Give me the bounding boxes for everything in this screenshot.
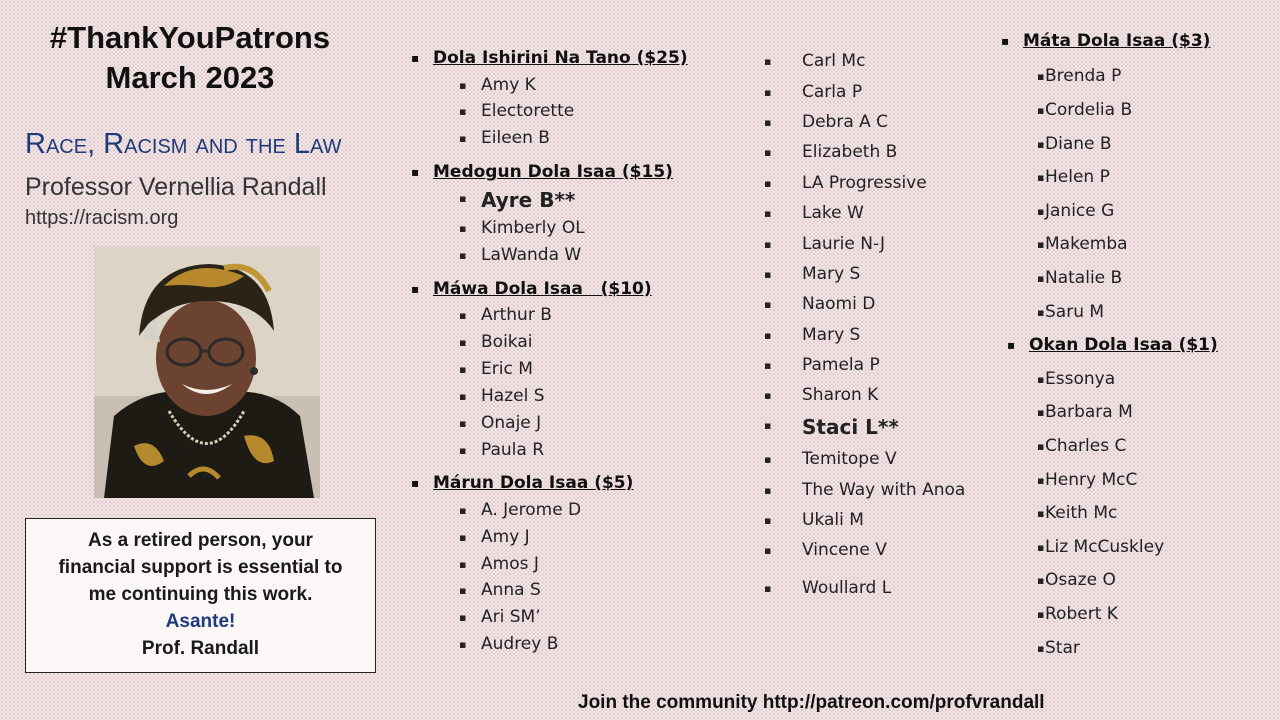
patron-name: ▪ Amy K [481, 75, 536, 95]
professor-name: Professor Vernellia Randall [25, 173, 327, 201]
patron-name: ▪ Brenda P [1045, 66, 1121, 86]
patron-name: ▪ Carl Mc [802, 51, 865, 71]
patron-name: ▪ Mary S [802, 325, 860, 345]
patron-name: ▪ Makemba [1045, 234, 1128, 254]
tier-15-heading: ▪ Medogun Dola Isaa ($15) [433, 162, 673, 182]
patron-name: ▪ Natalie B [1045, 268, 1122, 288]
patron-name: ▪ Osaze O [1045, 570, 1116, 590]
patron-name: ▪ Boikai [481, 332, 532, 352]
patron-name: ▪ Debra A C [802, 112, 888, 132]
patron-name: ▪ Ari SM’ [481, 607, 541, 627]
patron-name: ▪ Pamela P [802, 355, 880, 375]
patron-name: ▪ Paula R [481, 440, 544, 460]
patron-name: ▪ Saru M [1045, 302, 1104, 322]
tier-5-heading: ▪ Márun Dola Isaa ($5) [433, 473, 633, 493]
patron-name: ▪ Cordelia B [1045, 100, 1132, 120]
patron-name: ▪ Eric M [481, 359, 533, 379]
patron-name: ▪ Henry McC [1045, 470, 1137, 490]
patron-name: ▪ LaWanda W [481, 245, 581, 265]
message-line-3: me continuing this work. [88, 584, 313, 605]
professor-photo [94, 246, 320, 498]
patron-name: ▪ Sharon K [802, 385, 878, 405]
patron-name: ▪ Charles C [1045, 436, 1126, 456]
patron-name: ▪ Onaje J [481, 413, 541, 433]
patron-name: ▪ Arthur B [481, 305, 552, 325]
tier-1-heading: ▪ Okan Dola Isaa ($1) [1029, 335, 1218, 355]
patron-name: ▪ Amos J [481, 554, 539, 574]
patron-name: ▪ Robert K [1045, 604, 1118, 624]
patron-name: ▪ Amy J [481, 527, 530, 547]
tier-10-heading: ▪ Máwa Dola Isaa ($10) [433, 279, 652, 299]
patron-name: ▪ Essonya [1045, 369, 1115, 389]
patron-name: ▪ Anna S [481, 580, 541, 600]
tier-3-heading: ▪ Máta Dola Isaa ($3) [1023, 31, 1210, 51]
patron-name: ▪ Hazel S [481, 386, 545, 406]
patron-name: ▪ Janice G [1045, 201, 1114, 221]
patron-name: ▪ Ayre B** [481, 188, 575, 212]
patron-name: ▪ LA Progressive [802, 173, 927, 193]
patron-name: ▪ Staci L** [802, 415, 899, 439]
month-title: March 2023 [105, 60, 275, 95]
message-line-1: As a retired person, your [88, 530, 313, 551]
website-url[interactable]: https://racism.org [25, 207, 179, 229]
patron-name: ▪ Audrey B [481, 634, 558, 654]
course-title: Race, Racism and the Law [25, 128, 342, 160]
patron-name: ▪ Carla P [802, 82, 862, 102]
patron-name: ▪ Liz McCuskley [1045, 537, 1164, 557]
patron-name: ▪ Temitope V [802, 449, 897, 469]
message-line-2: financial support is essential to [58, 557, 343, 578]
footer-join-link[interactable]: Join the community http://patreon.com/profvrandall [578, 692, 1045, 713]
patron-name: ▪ Ukali M [802, 510, 864, 530]
patron-name: ▪ Barbara M [1045, 402, 1133, 422]
patron-name: ▪ The Way with Anoa [802, 480, 965, 500]
portrait-image [94, 246, 320, 498]
patron-name: ▪ Keith Mc [1045, 503, 1117, 523]
patron-name: ▪ Vincene V [802, 540, 887, 560]
patron-name: ▪ Lake W [802, 203, 864, 223]
patron-name: ▪ Electorette [481, 101, 574, 121]
patron-name: ▪ Woullard L [802, 578, 891, 598]
patron-name: ▪ Helen P [1045, 167, 1110, 187]
patron-name: ▪ Star [1045, 638, 1080, 658]
message-signature: Prof. Randall [141, 638, 260, 659]
patron-name: ▪ Mary S [802, 264, 860, 284]
patron-name: ▪ Diane B [1045, 134, 1112, 154]
patron-name: ▪ Elizabeth B [802, 142, 897, 162]
tier-25-heading: ▪ Dola Ishirini Na Tano ($25) [433, 48, 688, 68]
patron-name: ▪ Eileen B [481, 128, 550, 148]
patron-name: ▪ A. Jerome D [481, 500, 581, 520]
patron-name: ▪ Kimberly OL [481, 218, 585, 238]
support-message-box [25, 518, 376, 673]
message-thanks: Asante! [165, 611, 236, 632]
patron-name: ▪ Laurie N-J [802, 234, 885, 254]
hashtag-title: #ThankYouPatrons [49, 20, 331, 55]
patron-name: ▪ Naomi D [802, 294, 875, 314]
